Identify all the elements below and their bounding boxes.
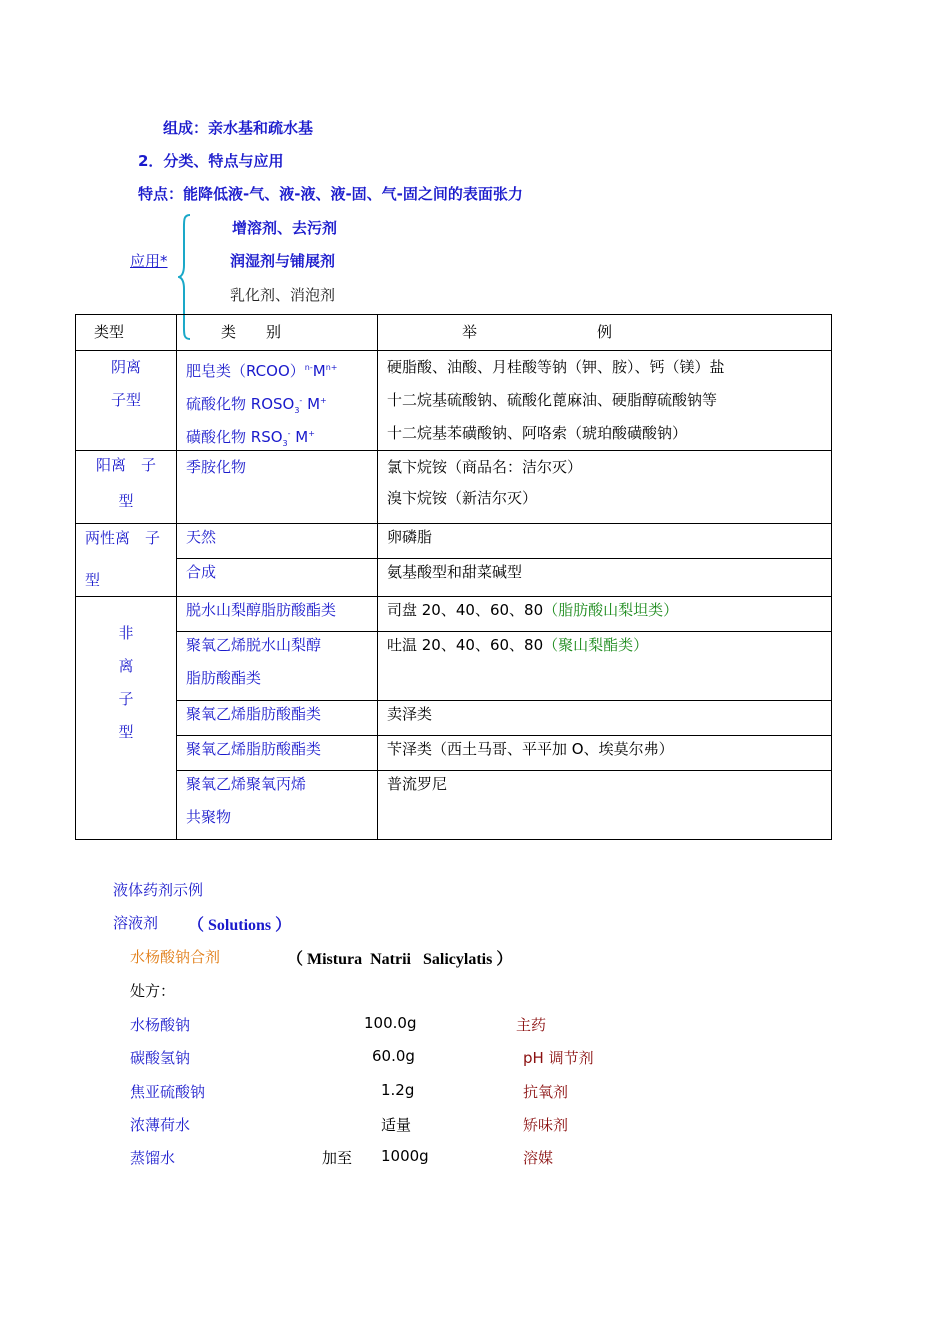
application-label: 应用* <box>130 252 168 270</box>
category-text: 合成 <box>186 563 217 582</box>
category-text: M <box>312 362 326 380</box>
example-text: 普流罗尼 <box>387 775 448 793</box>
category-cell <box>177 597 378 632</box>
type-text: 型 <box>118 723 134 741</box>
table-row-nonionic <box>76 771 832 840</box>
type-cell <box>76 351 177 451</box>
category-text: 天然 <box>186 528 217 546</box>
ingredient-role: 主药 <box>516 1016 547 1034</box>
example-cell <box>378 559 832 597</box>
table-row-nonionic <box>76 701 832 736</box>
category-item <box>186 384 368 417</box>
ingredient-name: 焦亚硫酸钠 <box>130 1083 206 1101</box>
category-text: 脱水山梨醇脂肪酸酯类 <box>186 601 337 619</box>
table-row-cationic <box>76 451 832 524</box>
category-sup: + <box>320 396 327 405</box>
category-cell <box>177 524 378 559</box>
prescription-label: 处方： <box>130 982 176 1000</box>
category-text: 聚氧乙烯脂肪酸酯类 <box>186 705 322 723</box>
table-row-anionic <box>76 351 832 451</box>
type-cell <box>76 451 177 524</box>
category-text: 硫酸化物 ROSO <box>186 395 295 413</box>
category-cell <box>177 771 378 840</box>
category-sup: n- <box>304 363 313 372</box>
example-text: 硬脂酸、油酸、月桂酸等钠（钾、胺）、钙（镁）盐 <box>387 358 725 376</box>
solutions-label: 溶液剂 <box>113 914 159 932</box>
category-sup: - <box>287 429 291 438</box>
type-text: 阴离 <box>110 358 141 376</box>
example-text: 卵磷脂 <box>387 528 433 546</box>
section-heading: 2．分类、特点与应用 <box>138 152 284 170</box>
features-line: 特点：能降低液-气、液-液、液-固、气-固之间的表面张力 <box>138 185 523 203</box>
ingredient-prefix: 加至 <box>322 1149 353 1167</box>
ingredient-name: 碳酸氢钠 <box>130 1049 191 1067</box>
type-cell <box>76 524 177 597</box>
ingredient-amount: 1000g <box>381 1147 429 1165</box>
example-cell <box>378 451 832 524</box>
ingredient-name: 浓薄荷水 <box>130 1116 191 1134</box>
type-text: 离 <box>118 657 134 675</box>
example-text: 十二烷基硫酸钠、硫酸化蓖麻油、硬脂醇硫酸钠等 <box>387 391 718 409</box>
ingredient-role: 溶媒 <box>523 1149 554 1167</box>
category-cell <box>177 351 378 451</box>
category-sup: + <box>308 429 315 438</box>
header-examples: 举 例 <box>378 315 832 351</box>
category-cell <box>177 559 378 597</box>
example-text: 司盘 20、40、60、80 <box>387 601 544 619</box>
type-text: 型 <box>118 492 134 510</box>
category-cell <box>177 632 378 701</box>
ingredient-amount: 100.0g <box>364 1014 417 1032</box>
table-row-amphoteric <box>76 524 832 559</box>
type-cell <box>76 597 177 840</box>
ingredient-name: 水杨酸钠 <box>130 1016 191 1034</box>
table-row-nonionic <box>76 597 832 632</box>
example-note: （聚山梨酯类） <box>543 636 649 654</box>
composition-line: 组成：亲水基和疏水基 <box>163 119 314 137</box>
solutions-english: （ Solutions ） <box>188 917 292 934</box>
ingredient-name: 蒸馏水 <box>130 1149 176 1167</box>
type-text: 子型 <box>110 391 141 409</box>
type-text: 非 <box>118 624 134 642</box>
table-row-amphoteric <box>76 559 832 597</box>
preparation-name: 水杨酸钠合剂 <box>130 948 221 966</box>
example-cell <box>378 701 832 736</box>
table-row-nonionic <box>76 632 832 701</box>
category-text: 脂肪酸酯类 <box>186 669 262 687</box>
example-cell <box>378 771 832 840</box>
example-cell <box>378 632 832 701</box>
surfactant-table <box>75 314 832 840</box>
application-item: 乳化剂、消泡剂 <box>230 286 336 304</box>
example-cell <box>378 736 832 771</box>
category-text: 聚氧乙烯脂肪酸酯类 <box>186 740 322 758</box>
category-text: 季胺化物 <box>186 458 247 476</box>
category-text: 聚氧乙烯脱水山梨醇 <box>186 636 322 654</box>
category-cell <box>177 451 378 524</box>
application-item: 增溶剂、去污剂 <box>232 219 338 237</box>
example-text: 溴卞烷铵（新洁尔灭） <box>387 489 538 507</box>
example-text: 氯卞烷铵（商品名：洁尔灭） <box>387 458 583 476</box>
category-text: 磺酸化物 RSO <box>186 428 283 446</box>
category-sub: 3 <box>294 406 300 415</box>
table-header-row <box>76 315 832 351</box>
ingredient-amount: 适量 <box>381 1116 412 1134</box>
category-text: 肥皂类（RCOO） <box>186 362 305 380</box>
type-text: 型 <box>85 571 101 589</box>
category-text: 聚氧乙烯聚氧丙烯 <box>186 775 307 793</box>
example-text: 卖泽类 <box>387 705 433 723</box>
type-text: 子 <box>118 690 134 708</box>
category-sub: 3 <box>282 439 288 448</box>
example-cell <box>378 524 832 559</box>
header-type: 类型 <box>76 315 177 351</box>
category-item <box>186 351 368 384</box>
table-row-nonionic <box>76 736 832 771</box>
type-text: 阳离 子 <box>95 456 156 474</box>
category-text: M <box>307 395 321 413</box>
header-category: 类 别 <box>177 315 378 351</box>
example-text: 氨基酸型和甜菜碱型 <box>387 563 523 582</box>
type-text: 两性离 子 <box>85 529 161 547</box>
ingredient-role: 抗氧剂 <box>523 1083 569 1101</box>
example-text: 苄泽类（西土马哥、平平加 O、埃莫尔弗） <box>387 740 674 758</box>
preparation-latin: （ Mistura Natrii Salicylatis ） <box>287 951 513 968</box>
category-text: 共聚物 <box>186 808 232 826</box>
example-text: 吐温 20、40、60、80 <box>387 636 544 654</box>
category-sup: - <box>299 396 303 405</box>
section-title: 液体药剂示例 <box>113 881 204 899</box>
category-cell <box>177 701 378 736</box>
category-text: M <box>295 428 309 446</box>
category-sup: n+ <box>325 363 338 372</box>
category-item <box>186 417 368 450</box>
example-cell <box>378 351 832 451</box>
ingredient-amount: 60.0g <box>372 1047 415 1065</box>
category-cell <box>177 736 378 771</box>
example-note: （脂肪酸山梨坦类） <box>543 601 679 619</box>
application-item: 润湿剂与铺展剂 <box>230 252 336 270</box>
ingredient-amount: 1.2g <box>381 1081 415 1099</box>
example-text: 十二烷基苯磺酸钠、阿咯索（琥珀酸磺酸钠） <box>387 424 688 442</box>
ingredient-role: 矫味剂 <box>523 1116 569 1134</box>
example-cell <box>378 597 832 632</box>
ingredient-role: pH 调节剂 <box>523 1049 594 1067</box>
